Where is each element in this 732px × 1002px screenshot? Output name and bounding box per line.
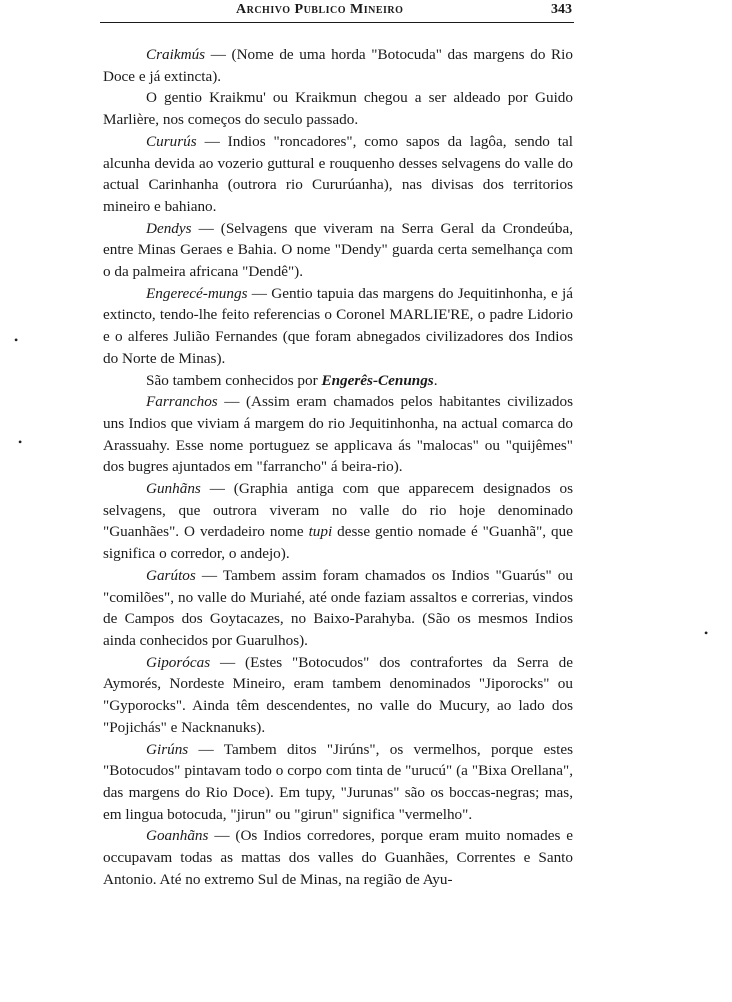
entry-paragraph [103,87,573,130]
entry-text-tail: . [433,371,438,389]
entry-text: — (Estes "Botocudos" dos contrafortes da Serra de Aymorés, Nordeste Mineiro, eram tambem denominados "Jiporocks" ou "Gyporocks". Ainda têm descendentes, no valle do Mucury, ao lado dos "Pojichás" e Nacknanuks). [103,653,573,736]
entry-text: São tambem conhecidos por [146,371,322,389]
entry-term: Engerecé-mungs [146,284,248,302]
entry-text: — Tambem assim foram chamados os Indios "Guarús" ou "comilões", no valle do Muriahé, até onde faziam assaltos e correrias, vindos de Campos dos Goytacazes, no Baixo-Parahyba. (São os mesmos Indios ainda conhecidos por Guarulhos). [103,566,573,649]
entry-term: Craikmús [146,46,206,63]
entry-paragraph [103,825,573,890]
entry-term: Goanhãns [146,827,209,845]
entry-paragraph [103,283,573,370]
entry-paragraph [103,565,573,652]
entry-term: Engerês-Cenungs [321,371,434,389]
entry-text: — (Assim eram chamados pelos habitantes civilizados uns Indios que viviam á margem do rio Jequitinhonha, na actual comarca do Arassuahy. Esse nome portuguez se applicava ás "malocas" ou "quijêmes" dos bugres ajuntados em "farrancho" á beira-rio). [103,393,573,476]
entry-paragraph [103,370,573,392]
entry-text-tail: desse gentio nomade é "Guanhã", que significa o corredor, o andejo). [103,523,573,563]
running-title: Archivo Publico Mineiro [236,2,404,17]
body-text [103,44,573,890]
entry-term: Girúns [146,740,189,758]
entry-paragraph [103,739,573,826]
entry-term: Cururús [146,132,197,150]
running-head [100,0,574,23]
entry-text: — (Selvagens que viveram na Serra Geral da Crondeúba, entre Minas Geraes e Bahia. O nome "Dendy" guarda certa semelhança com o da palmeira africana "Dendê"). [103,219,573,281]
entry-term: Dendys [146,219,192,237]
entry-term: Farranchos [146,393,218,411]
margin-speck: • [18,435,23,449]
margin-speck: • [704,626,709,640]
entry-text: — (Graphia antiga com que apparecem designados os selvagens, que outrora viveram no valle do rio hoje denominado "Guanhães". O verdadeiro nome [103,480,573,541]
page-number: 343 [551,2,572,17]
entry-paragraph [103,391,573,478]
entry-term-inline: tupi [308,523,333,541]
entry-text: — Gentio tapuia das margens do Jequitinhonha, e já extincto, tendo-lhe feito referencias o Coronel MARLIE'RE, o padre Lidorio e o alferes Julião Fernandes (que foram abnegados civilizadores dos Indios do Norte de Minas). [103,284,573,367]
entry-text: — Tambem ditos "Jirúns", os vermelhos, porque estes "Botocudos" pintavam todo o corpo com tinta de "urucú" (a "Bixa Orellana", das margens do Rio Doce). Em tupy, "Jurunas" são os boccas-negras; mas, em lingua botocuda, "jirun" ou "girun" significa "vermelho". [103,740,573,823]
entry-paragraph [103,218,573,283]
entry-text: O gentio Kraikmu' ou Kraikmun chegou a ser aldeado por Guido Marlière, nos começos do seculo passado. [103,89,573,129]
entry-term: Giporócas [146,653,211,671]
entry-text: — (Nome de uma horda "Botocuda" das margens do Rio Doce e já extincta). [103,46,573,85]
entry-paragraph [103,652,573,739]
entry-term: Gunhãns [146,480,201,498]
entry-text: — Indios "roncadores", como sapos da lagôa, sendo tal alcunha devida ao vozerio guttural e rouquenho desses selvagens do valle do actual Carinhanha (outrora rio Cururúanha), nas divisas dos territorios mineiro e bahiano. [103,132,573,215]
entry-paragraph [103,131,573,218]
entry-term: Garútos [146,566,196,584]
entry-paragraph [103,478,573,565]
entry-paragraph [103,44,573,87]
entry-text: — (Os Indios corredores, porque eram muito nomades e occupavam todas as mattas dos valles do Guanhães, Correntes e Santo Antonio. Até no extremo Sul de Minas, na região de Ayu- [103,827,573,888]
margin-speck: • [14,333,19,347]
